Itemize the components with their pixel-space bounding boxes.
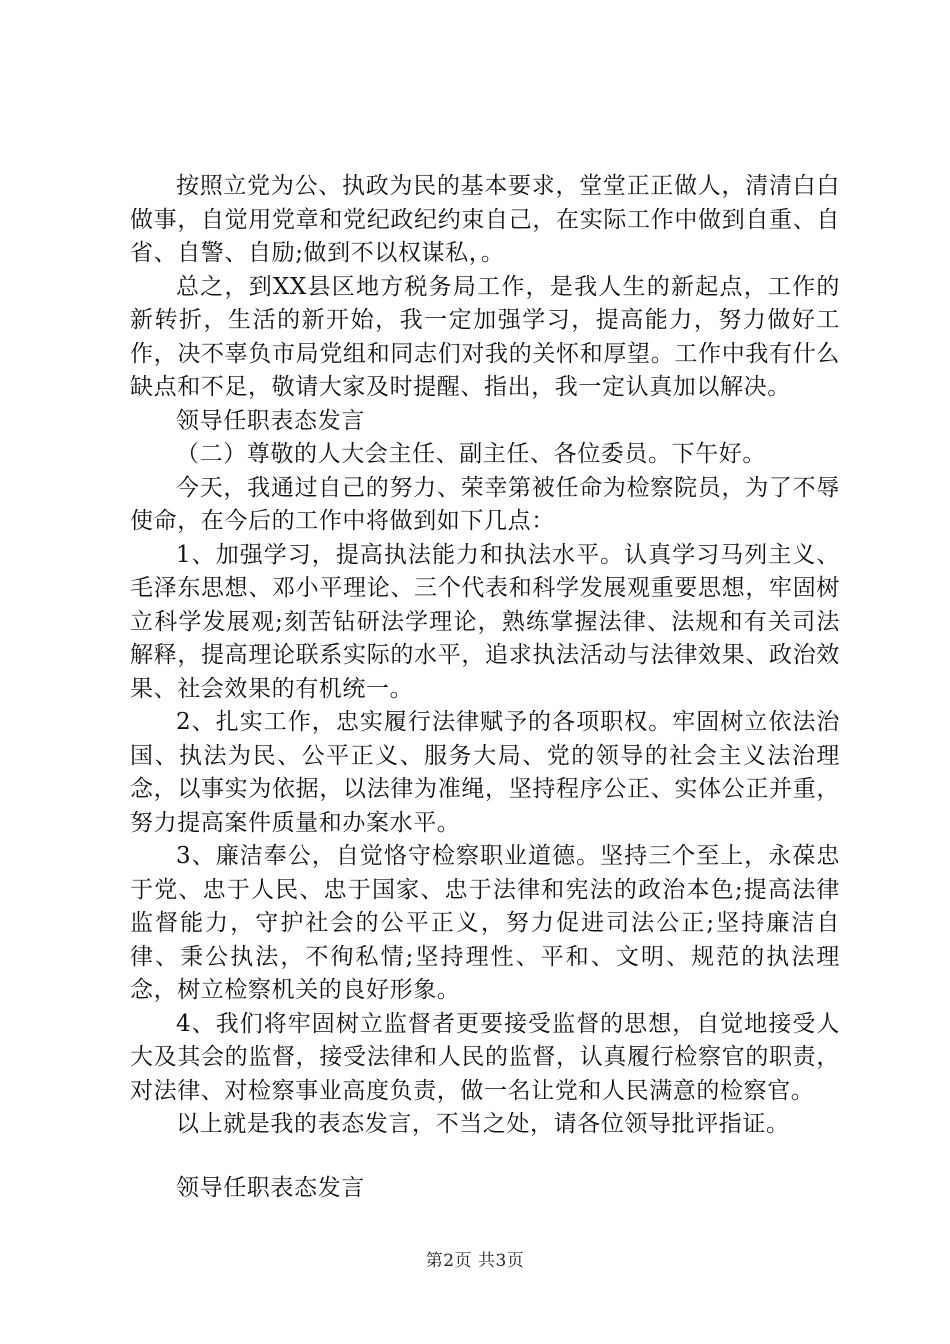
- intro-paragraph: 今天，我通过自己的努力、荣幸第被任命为检察院员，为了不辱使命，在今后的工作中将做到如下几点：: [130, 474, 840, 534]
- point-paragraph: 1、加强学习，提高执法能力和执法水平。认真学习马列主义、毛泽东思想、邓小平理论、三个代表和科学发展观重要思想，牢固树立科学发展观;刻苦钻研法学理论，熟练掌握法律、法规和有关司法解释，提高理论联系实际的水平，追求执法活动与法律效果、政治效果、社会效果的有机统一。: [130, 541, 840, 702]
- point-paragraph: 3、廉洁奉公，自觉恪守检察职业道德。坚持三个至上，永葆忠于党、忠于人民、忠于国家、忠于法律和宪法的政治本色;提高法律监督能力，守护社会的公平正义，努力促进司法公正;坚持廉洁自律、秉公执法，不徇私情;坚持理性、平和、文明、规范的执法理念，树立检察机关的良好形象。: [130, 843, 840, 1003]
- point-paragraph: 2、扎实工作，忠实履行法律赋予的各项职权。牢固树立依法治国、执法为民、公平正义、服务大局、党的领导的社会主义法治理念，以事实为依据，以法律为准绳，坚持程序公正、实体公正并重，努力提高案件质量和办案水平。: [130, 709, 840, 836]
- closing-title: 领导任职表态发言: [176, 1174, 365, 1201]
- closing-paragraph: 以上就是我的表态发言，不当之处，请各位领导批评指证。: [176, 1111, 790, 1137]
- document-body: [130, 170, 840, 1205]
- greeting-paragraph: （二）尊敬的人大会主任、副主任、各位委员。下午好。: [176, 441, 766, 467]
- body-paragraph: 按照立党为公、执政为民的基本要求，堂堂正正做人，清清白白做事，自觉用党章和党纪政纪约束自己，在实际工作中做到自重、自省、自警、自励;做到不以权谋私，。: [130, 173, 840, 266]
- section-title: 领导任职表态发言: [176, 407, 365, 434]
- point-paragraph: 4、我们将牢固树立监督者更要接受监督的思想，自觉地接受人大及其会的监督，接受法律和人民的监督，认真履行检察官的职责，对法律、对检察事业高度负责，做一名让党和人民满意的检察官。: [130, 1010, 840, 1104]
- page-footer: 第2页 共3页: [425, 1251, 525, 1271]
- body-paragraph: 总之，到XX县区地方税务局工作，是我人生的新起点，工作的新转折，生活的新开始，我一定加强学习，提高能力，努力做好工作，决不辜负市局党组和同志们对我的关怀和厚望。工作中我有什么缺点和不足，敬请大家及时提醒、指出，我一定认真加以解决。: [130, 273, 840, 400]
